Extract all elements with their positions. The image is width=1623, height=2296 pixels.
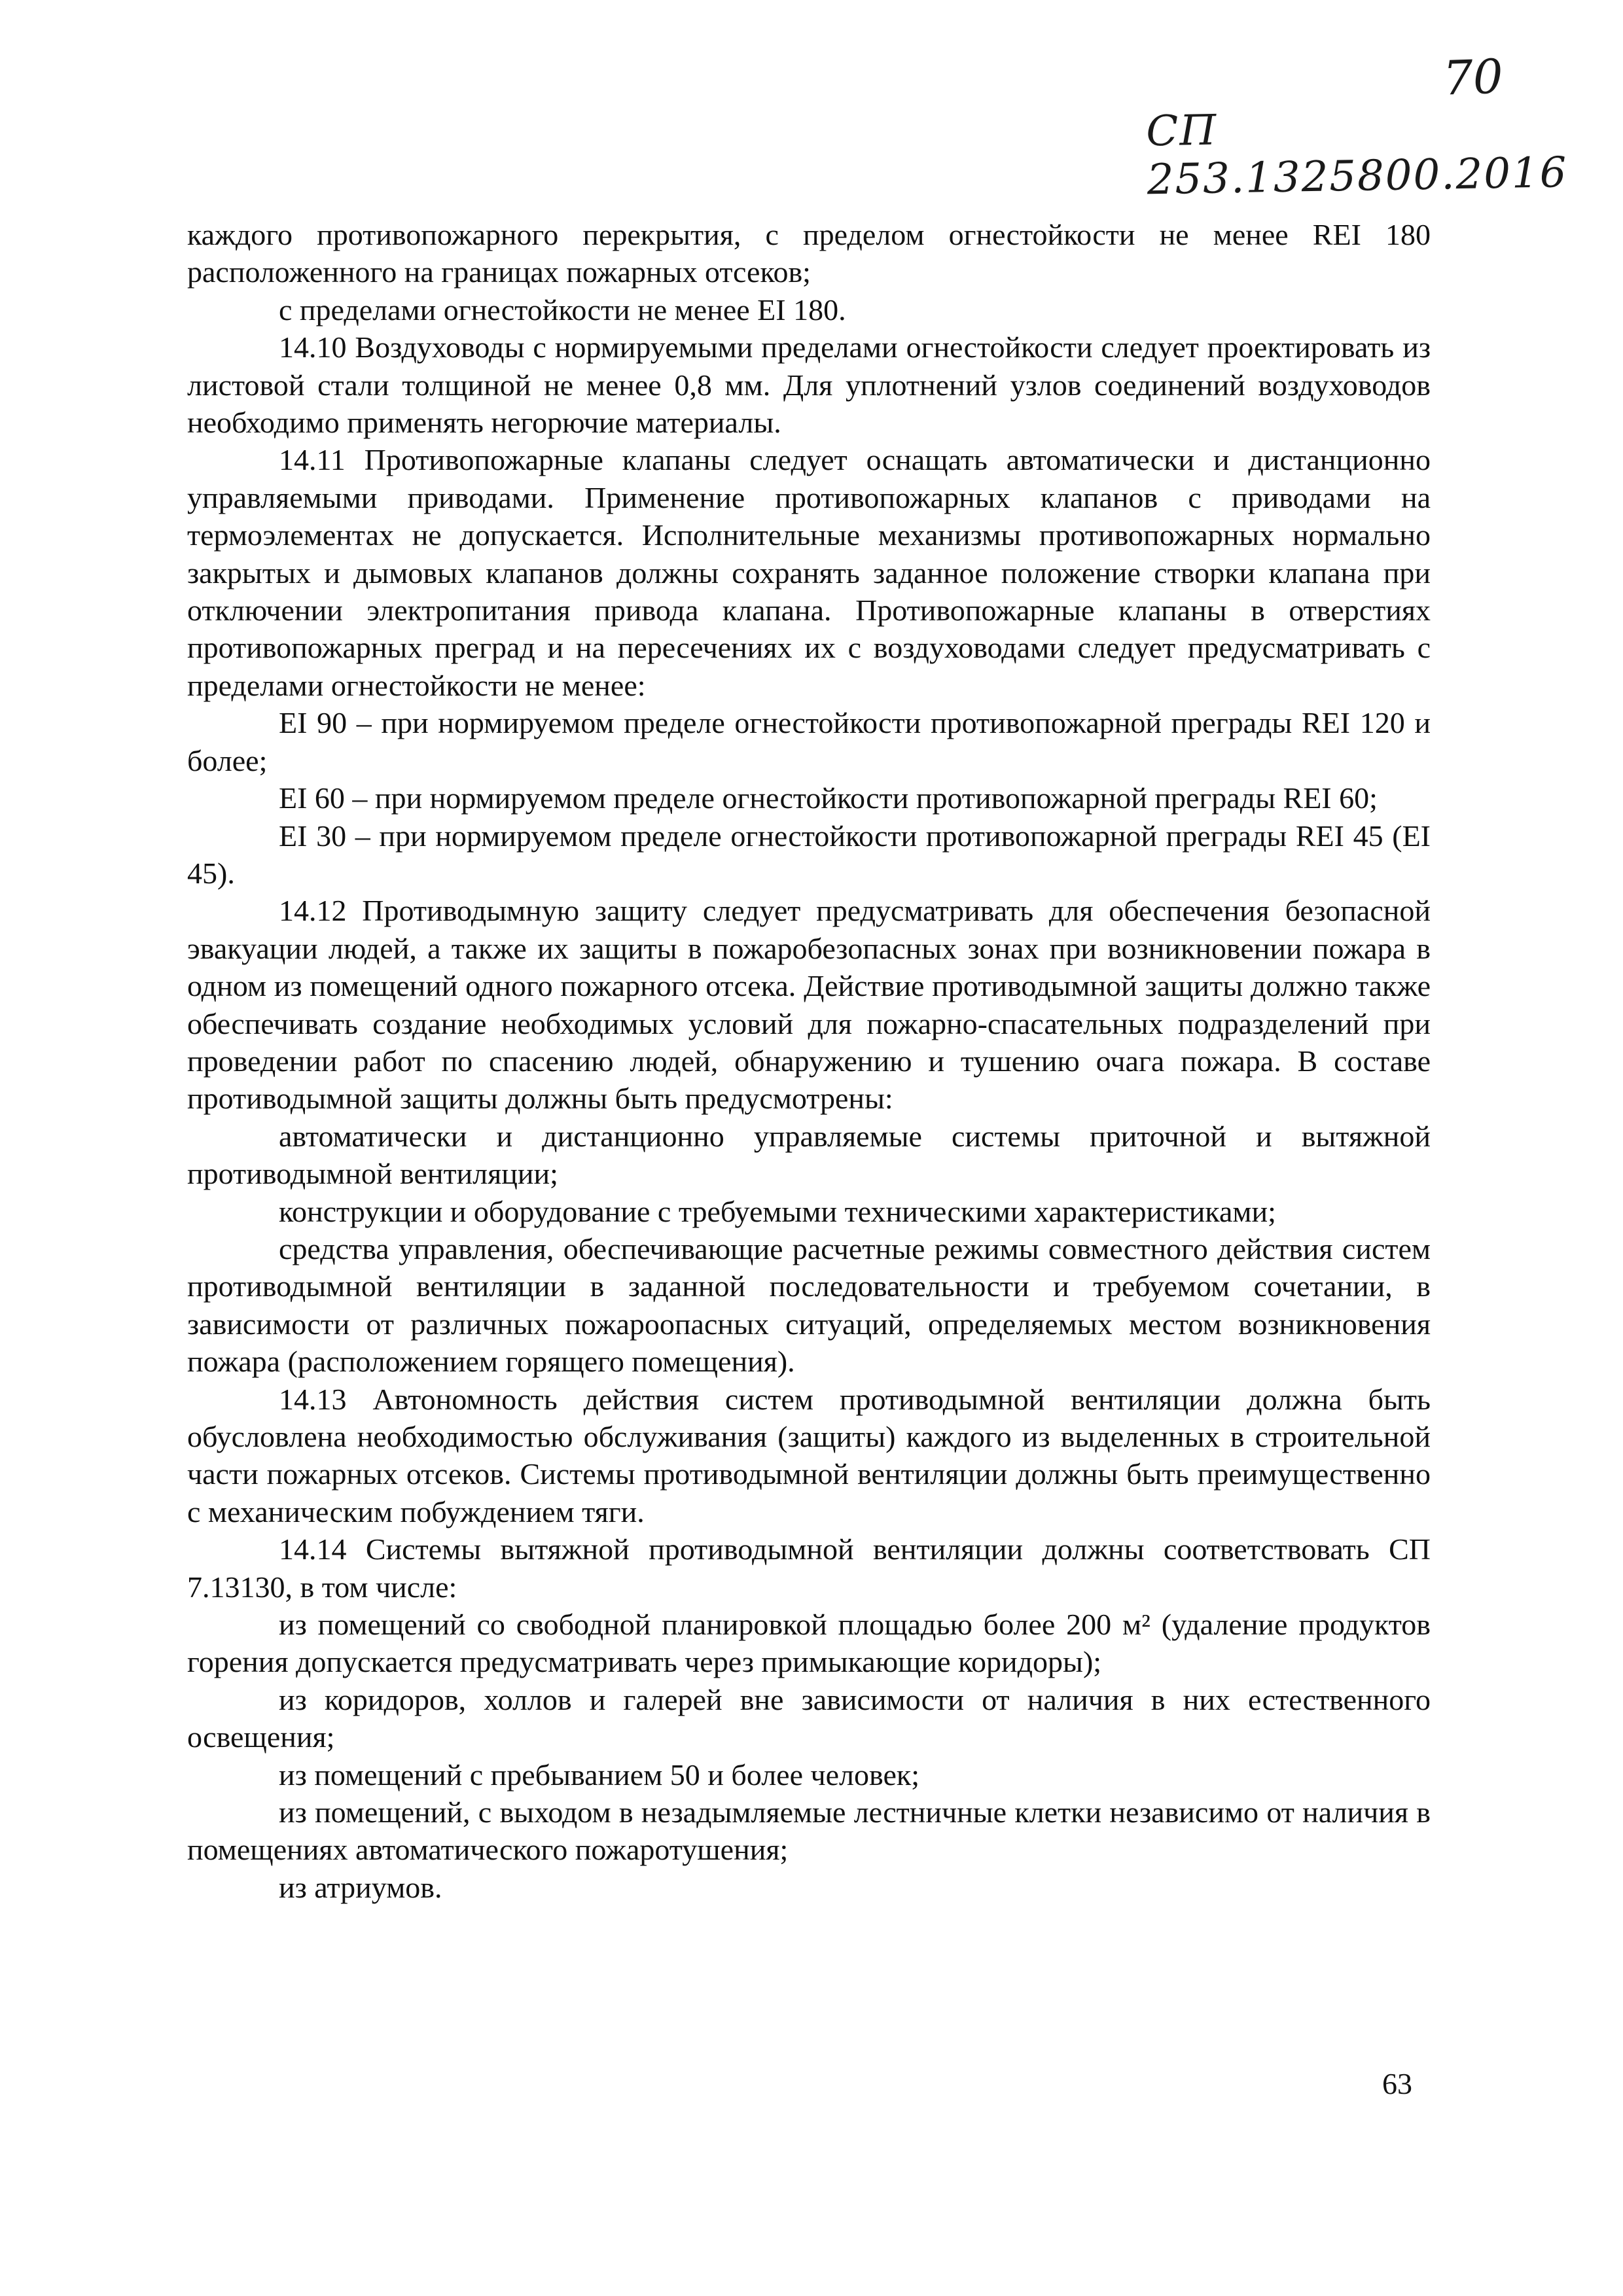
handwritten-document-code: СП 253.1325800.2016	[1145, 106, 1568, 205]
list-item: автоматически и дистанционно управляемые системы приточной и вытяжной противодымной вентиляции;	[187, 1119, 1431, 1191]
list-item: из помещений со свободной планировкой площадью более 200 м² (удаление продуктов горения допускается предусматривать через примыкающие коридоры);	[187, 1608, 1431, 1679]
list-item: EI 90 – при нормируемом пределе огнестойкости противопожарной преграды REI 120 и более;	[187, 706, 1431, 777]
list-item: из коридоров, холлов и галерей вне зависимости от наличия в них естественного освещения;	[187, 1682, 1431, 1754]
list-item: конструкции и оборудование с требуемыми техническими характеристиками;	[279, 1194, 1276, 1228]
list-item: средства управления, обеспечивающие расчетные режимы совместного действия систем противодымной вентиляции в заданной последовательности и требуемом сочетании, в зависимости от различных пожароопасных ситуаций, определяемых местом возникновения пожара (расположением горящего помещения).	[187, 1231, 1431, 1379]
list-item: EI 60 – при нормируемом пределе огнестойкости противопожарной преграды REI 60;	[279, 781, 1378, 815]
list-item: из помещений, с выходом в незадымляемые лестничные клетки независимо от наличия в помещениях автоматического пожаротушения;	[187, 1795, 1431, 1867]
paragraph: с пределами огнестойкости не менее EI 180.	[279, 292, 846, 327]
handwritten-page-number: 70	[1442, 48, 1505, 106]
list-item: EI 30 – при нормируемом пределе огнестойкости противопожарной преграды REI 45 (EI 45).	[187, 819, 1431, 890]
paragraph-14-12: 14.12 Противодымную защиту следует предусматривать для обеспечения безопасной эвакуации людей, а также их защиты в пожаробезопасных зонах при возникновении пожара в одном из помещений одного пожарного отсека. Действие противодымной защиты должно также обеспечивать создание необходимых условий для пожарно-спасательных подразделений при проведении работ по спасению людей, обнаружению и тушению очага пожара. В составе противодымной защиты должны быть предусмотрены:	[187, 894, 1431, 1116]
paragraph-14-14: 14.14 Системы вытяжной противодымной вентиляции должны соответствовать СП 7.13130, в том числе:	[187, 1532, 1431, 1604]
paragraph-14-10: 14.10 Воздуховоды с нормируемыми пределами огнестойкости следует проектировать из листовой стали толщиной не менее 0,8 мм. Для уплотнений узлов соединений воздуховодов необходимо применять негорючие материалы.	[187, 330, 1431, 440]
page-number: 63	[1382, 2067, 1412, 2100]
list-item: из помещений с пребыванием 50 и более человек;	[279, 1757, 920, 1792]
paragraph-14-13: 14.13 Автономность действия систем противодымной вентиляции должна быть обусловлена необходимостью обслуживания (защиты) каждого из выделенных в строительной части пожарных отсеков. Системы противодымной вентиляции должны быть преимущественно с механическим побуждением тяги.	[187, 1382, 1431, 1528]
document-body	[187, 216, 1431, 1906]
paragraph: каждого противопожарного перекрытия, с пределом огнестойкости не менее REI 180 расположенного на границах пожарных отсеков;	[187, 218, 1431, 289]
list-item: из атриумов.	[279, 1870, 442, 1904]
paragraph-14-11: 14.11 Противопожарные клапаны следует оснащать автоматически и дистанционно управляемыми приводами. Применение противопожарных клапанов с приводами на термоэлементах не допускается. Исполнительные механизмы противопожарных нормально закрытых и дымовых клапанов должны сохранять заданное положение створки клапана при отключении электропитания привода клапана. Противопожарные клапаны в отверстиях противопожарных преград и на пересечениях их с воздуховодами следует предусматривать с пределами огнестойкости не менее:	[187, 443, 1431, 702]
